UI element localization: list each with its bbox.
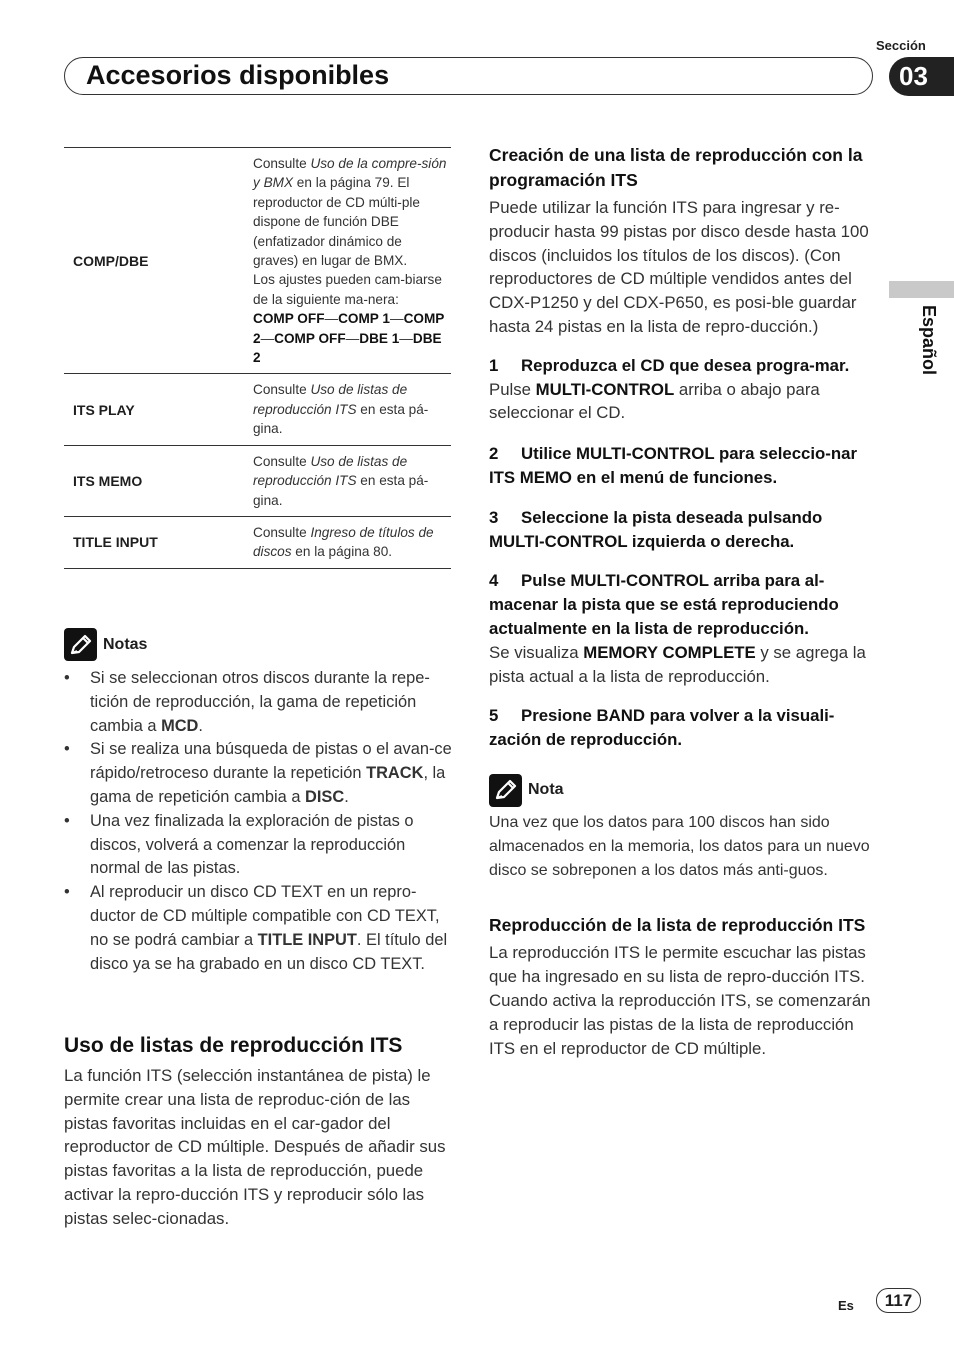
table-setting-description: Consulte Uso de listas de reproducción ITS en esta pá-gina. [253, 382, 429, 437]
playback-heading: Reproducción de la lista de reproducción ITS [489, 914, 866, 935]
creation-section [489, 143, 879, 1060]
table-setting-name: ITS PLAY [73, 401, 135, 418]
table-setting-description: Consulte Ingreso de títulos de discos en la página 80. [253, 524, 434, 560]
step-1 [489, 354, 879, 425]
step-title [489, 354, 879, 378]
step-5 [489, 704, 879, 752]
notes-list [64, 667, 454, 976]
page-title: Accesorios disponibles [86, 60, 390, 90]
creation-heading: Creación de una lista de reproducción con la programación ITS [489, 145, 863, 190]
language-tab-label: Español [919, 305, 939, 376]
table-row [64, 148, 451, 374]
step-title-text: Pulse MULTI-CONTROL arriba para al-macenar la pista que se está reproduciendo actualmente en la lista de reproducción. [489, 571, 839, 638]
step-number: 1 [489, 355, 499, 375]
table-row [64, 446, 451, 517]
table-row [64, 374, 451, 445]
step-title [489, 704, 879, 752]
note-pencil-icon [64, 628, 97, 661]
step-title [489, 569, 879, 640]
footer-language-code: Es [838, 1298, 854, 1313]
note-text: Una vez que los datos para 100 discos han sido almacenados en la memoria, los datos para un nuevo disco se sobreponen a los datos más anti-guos. [489, 813, 870, 879]
note-pencil-icon [489, 774, 522, 807]
section-number-tab: 03 [889, 57, 954, 96]
step-number: 2 [489, 444, 499, 464]
step-title-text: Reproduzca el CD que desea progra-mar. [521, 355, 850, 375]
step-number: 3 [489, 507, 499, 527]
its-section-body: La función ITS (selección instantánea de pista) le permite crear una lista de reproduc-ción de las pistas favoritas incluidas en el car-gador del reproductor de CD múltiple. Después de añadir sus pistas favoritas a la lista de reproducción, puede activar la repro-ducción ITS y reproducir sólo las pistas selec-cionadas. [64, 1066, 446, 1228]
step-detail: Pulse MULTI-CONTROL arriba o abajo para seleccionar el CD. [489, 379, 820, 423]
playback-body: La reproducción ITS le permite escuchar las pistas que ha ingresado en su lista de repro-ducción ITS. Cuando activa la reproducción ITS, se comenzarán a reproducir las pistas de la lista de reproducción ITS en el reproductor de CD múltiple. [489, 943, 871, 1058]
notes-block [64, 628, 454, 976]
table-setting-name: TITLE INPUT [73, 534, 158, 551]
step-title [489, 506, 879, 554]
notes-heading-text: Notas [103, 635, 148, 653]
settings-table [64, 147, 451, 569]
note-block [489, 774, 879, 883]
notes-heading [64, 628, 454, 661]
step-title-text: Utilice MULTI-CONTROL para seleccio-nar ITS MEMO en el menú de funciones. [489, 444, 858, 487]
list-item: • Una vez finalizada la exploración de pistas o discos, volverá a comenzar la reproducción normal de las pistas. [64, 810, 454, 881]
step-number: 5 [489, 706, 499, 726]
playback-section [489, 913, 879, 1060]
step-3 [489, 506, 879, 554]
page-number: 117 [876, 1288, 921, 1313]
list-item: • Al reproducir un disco CD TEXT en un repro-ductor de CD múltiple compatible con CD TEXT, no se podrá cambiar a TITLE INPUT. El título del disco ya se ha grabado en un disco CD TEXT. [64, 881, 454, 976]
step-detail: Se visualiza MEMORY COMPLETE y se agrega la pista actual a la lista de reproducción. [489, 642, 866, 686]
table-setting-name: COMP/DBE [73, 252, 149, 269]
its-section-heading: Uso de listas de reproducción ITS [64, 1034, 403, 1057]
note-heading [489, 774, 879, 807]
its-section [64, 1034, 454, 1231]
step-2 [489, 442, 879, 490]
table-setting-description: Consulte Uso de la compre-sión y BMX en la página 79. El reproductor de CD múlti-ple dispone de función DBE (enfatizador dinámico de graves) en lugar de BMX. Los ajustes pueden cam-biarse de la siguiente ma-nera: COMP OFF—COMP 1—COMP 2—COMP OFF—DBE 1—DBE 2 [253, 156, 447, 366]
section-label: Sección [876, 38, 926, 53]
list-item: • Si se realiza una búsqueda de pistas o el avan-ce rápido/retroceso durante la repetición TRACK, la gama de repetición cambia a DISC. [64, 738, 454, 809]
table-setting-name: ITS MEMO [73, 472, 143, 489]
step-title [489, 442, 879, 490]
step-title-text: Seleccione la pista deseada pulsando MULTI-CONTROL izquierda o derecha. [489, 507, 823, 551]
step-number: 4 [489, 571, 499, 591]
table-row [64, 517, 451, 569]
creation-intro: Puede utilizar la función ITS para ingresar y re-producir hasta 99 pistas por disco desde hasta 100 discos (incluidos los títulos de los discos). (Con reproductores de CD múltiple vendidos antes del CDX-P1250 y del CDX-P650, es posi-ble guardar hasta 24 pistas en la lista de repro-ducción.) [489, 198, 869, 336]
list-item: • Si se seleccionan otros discos durante la repe-tición de reproducción, la gama de repetición cambia a MCD. [64, 667, 454, 738]
note-heading-text: Nota [528, 781, 564, 799]
table-setting-description: Consulte Uso de listas de reproducción ITS en esta pá-gina. [253, 453, 429, 508]
step-4 [489, 569, 879, 688]
step-title-text: Presione BAND para volver a la visuali-zación de reproducción. [489, 706, 835, 750]
language-tab-marker [889, 281, 954, 298]
